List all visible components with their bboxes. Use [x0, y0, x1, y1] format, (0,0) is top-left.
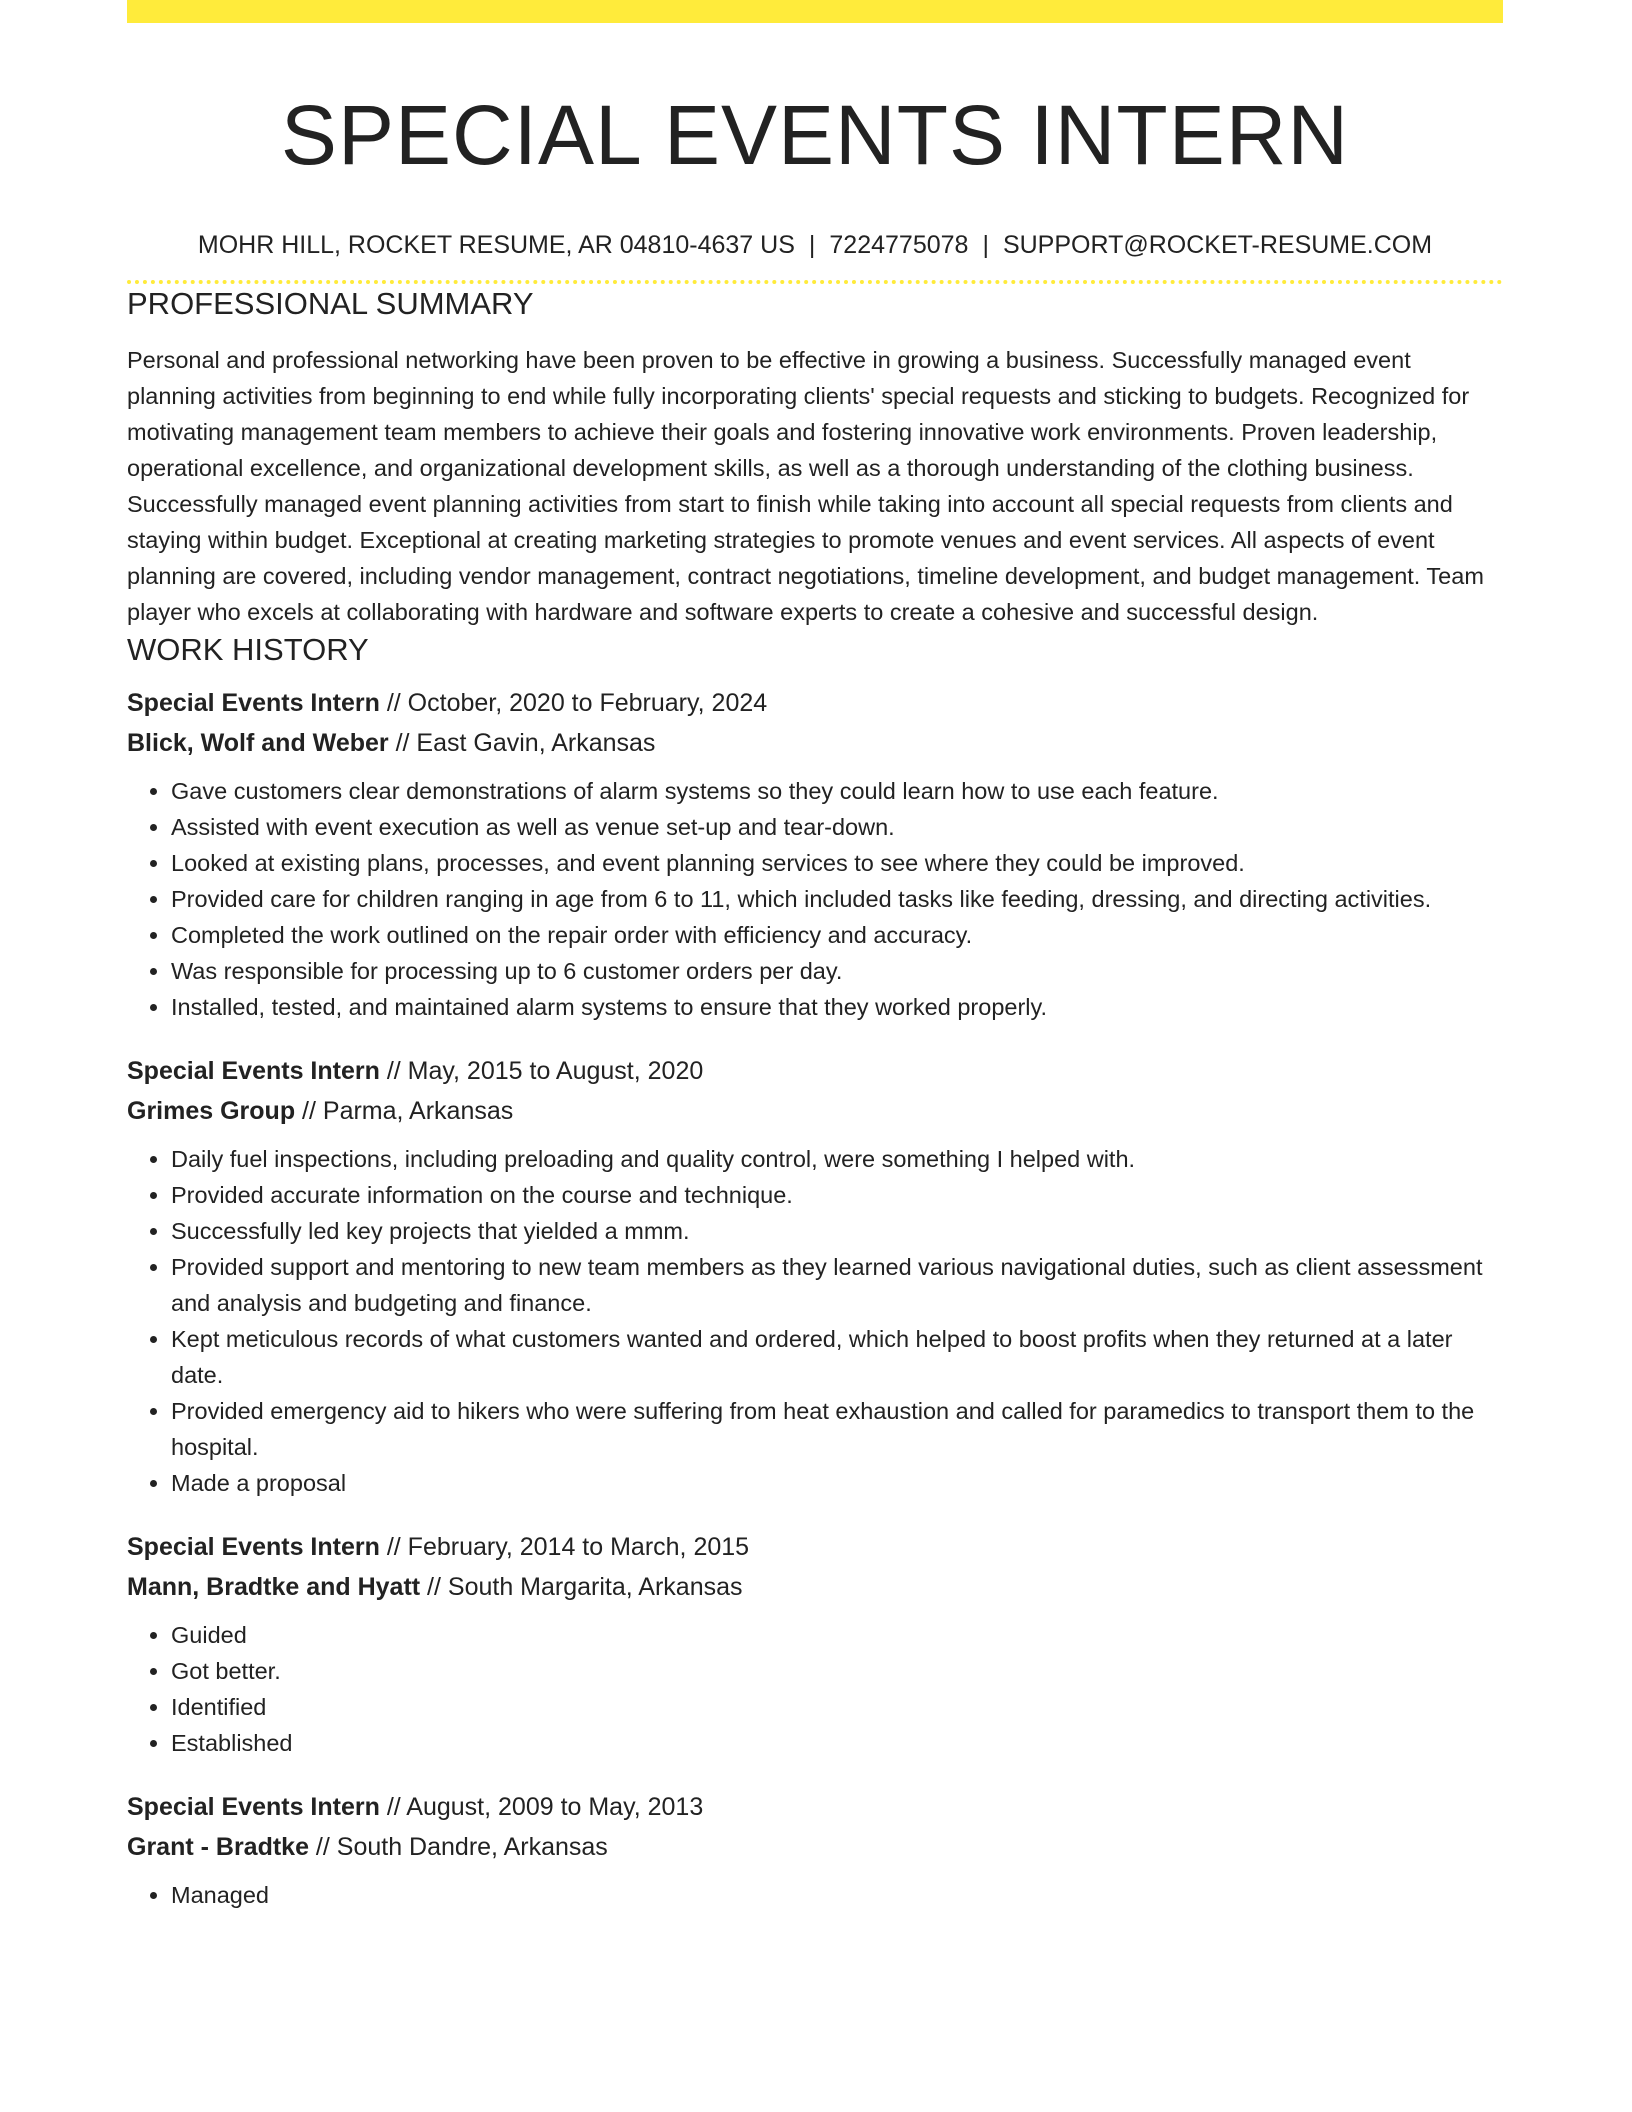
job-title-line	[127, 1787, 1503, 1827]
job-title-line	[127, 1051, 1503, 1091]
job-title: Special Events Intern	[127, 1793, 380, 1821]
job-entry	[127, 1527, 1503, 1761]
list-item: • Managed	[171, 1877, 1503, 1913]
job-company-line	[127, 1091, 1503, 1131]
summary-heading: PROFESSIONAL SUMMARY	[127, 286, 534, 321]
list-item: • Made a proposal	[171, 1465, 1503, 1501]
job-title: Special Events Intern	[127, 689, 380, 717]
job-separator: //	[379, 689, 408, 717]
contact-separator: |	[808, 231, 816, 259]
contact-address: MOHR HILL, ROCKET RESUME, AR 04810-4637 US	[197, 231, 795, 259]
summary-text: Personal and professional networking have been proven to be effective in growing a business. Successfully managed event planning activities from beginning to end while fully incorporating clients' special requests and sticking to budgets. Recognized for motivating management team members to achieve their goals and fostering innovative work environments. Proven leadership, operational excellence, and organizational development skills, as well as a thorough understanding of the clothing business. Successfully managed event planning activities from start to finish while taking into account all special requests from clients and staying within budget. Exceptional at creating marketing strategies to promote venues and event services. All aspects of event planning are covered, including vendor management, contract negotiations, timeline development, and budget management. Team player who excels at collaborating with hardware and software experts to create a cohesive and successful design.	[127, 347, 1484, 625]
job-company: Mann, Bradtke and Hyatt	[127, 1573, 421, 1601]
list-item: • Installed, tested, and maintained alarm systems to ensure that they worked properly.	[171, 989, 1503, 1025]
job-location: Parma, Arkansas	[322, 1097, 514, 1125]
list-item: • Was responsible for processing up to 6 customer orders per day.	[171, 953, 1503, 989]
job-bullets	[127, 1877, 1503, 1913]
list-item: • Looked at existing plans, processes, and event planning services to see where they could be improved.	[171, 845, 1503, 881]
list-item: • Provided emergency aid to hikers who were suffering from heat exhaustion and called for paramedics to transport them to the hospital.	[171, 1393, 1503, 1465]
resume-page	[127, 0, 1503, 1913]
list-item: • Kept meticulous records of what customers wanted and ordered, which helped to boost profits when they returned at a later date.	[171, 1321, 1503, 1393]
contact-line	[127, 229, 1503, 261]
contact-phone: 7224775078	[829, 231, 969, 259]
list-item: • Established	[171, 1725, 1503, 1761]
list-item: • Assisted with event execution as well as venue set-up and tear-down.	[171, 809, 1503, 845]
job-bullets	[127, 1617, 1503, 1761]
job-entry	[127, 1051, 1503, 1501]
resume-title: SPECIAL EVENTS INTERN	[280, 88, 1350, 182]
job-dates: May, 2015 to August, 2020	[407, 1057, 704, 1085]
contact-email[interactable]: SUPPORT@ROCKET-RESUME.COM	[1002, 231, 1433, 259]
list-item: • Provided care for children ranging in age from 6 to 11, which included tasks like feeding, dressing, and directing activities.	[171, 881, 1503, 917]
job-company-line	[127, 723, 1503, 763]
job-dates: October, 2020 to February, 2024	[407, 689, 768, 717]
job-separator: //	[379, 1793, 407, 1821]
contact-separator: |	[982, 231, 989, 259]
list-item: • Completed the work outlined on the repair order with efficiency and accuracy.	[171, 917, 1503, 953]
list-item: • Guided	[171, 1617, 1503, 1653]
job-separator: //	[308, 1833, 337, 1861]
job-company: Blick, Wolf and Weber	[127, 729, 389, 757]
work-history-heading: WORK HISTORY	[127, 632, 369, 667]
job-separator: //	[420, 1573, 448, 1601]
job-company-line	[127, 1827, 1503, 1867]
job-title: Special Events Intern	[127, 1057, 380, 1085]
accent-top-bar	[127, 0, 1503, 23]
job-location: East Gavin, Arkansas	[416, 729, 656, 757]
list-item: • Identified	[171, 1689, 1503, 1725]
job-dates: August, 2009 to May, 2013	[406, 1793, 704, 1821]
job-company-line	[127, 1567, 1503, 1607]
job-separator: //	[379, 1057, 408, 1085]
job-location: South Dandre, Arkansas	[336, 1833, 608, 1861]
job-title-line	[127, 683, 1503, 723]
job-bullets	[127, 773, 1503, 1025]
list-item: • Provided accurate information on the course and technique.	[171, 1177, 1503, 1213]
job-company: Grant - Bradtke	[127, 1833, 309, 1861]
list-item: • Got better.	[171, 1653, 1503, 1689]
job-title-line	[127, 1527, 1503, 1567]
list-item: • Successfully led key projects that yielded a mmm.	[171, 1213, 1503, 1249]
job-title: Special Events Intern	[127, 1533, 380, 1561]
job-entry	[127, 683, 1503, 1025]
job-company: Grimes Group	[127, 1097, 296, 1125]
job-separator: //	[379, 1533, 408, 1561]
job-dates: February, 2014 to March, 2015	[407, 1533, 750, 1561]
list-item: • Gave customers clear demonstrations of alarm systems so they could learn how to use each feature.	[171, 773, 1503, 809]
job-location: South Margarita, Arkansas	[447, 1573, 743, 1601]
list-item: • Provided support and mentoring to new team members as they learned various navigational duties, such as client assessment and analysis and budgeting and finance.	[171, 1249, 1503, 1321]
list-item: • Daily fuel inspections, including preloading and quality control, were something I helped with.	[171, 1141, 1503, 1177]
job-entry	[127, 1787, 1503, 1913]
job-separator: //	[388, 729, 417, 757]
job-separator: //	[295, 1097, 323, 1125]
job-bullets	[127, 1141, 1503, 1501]
